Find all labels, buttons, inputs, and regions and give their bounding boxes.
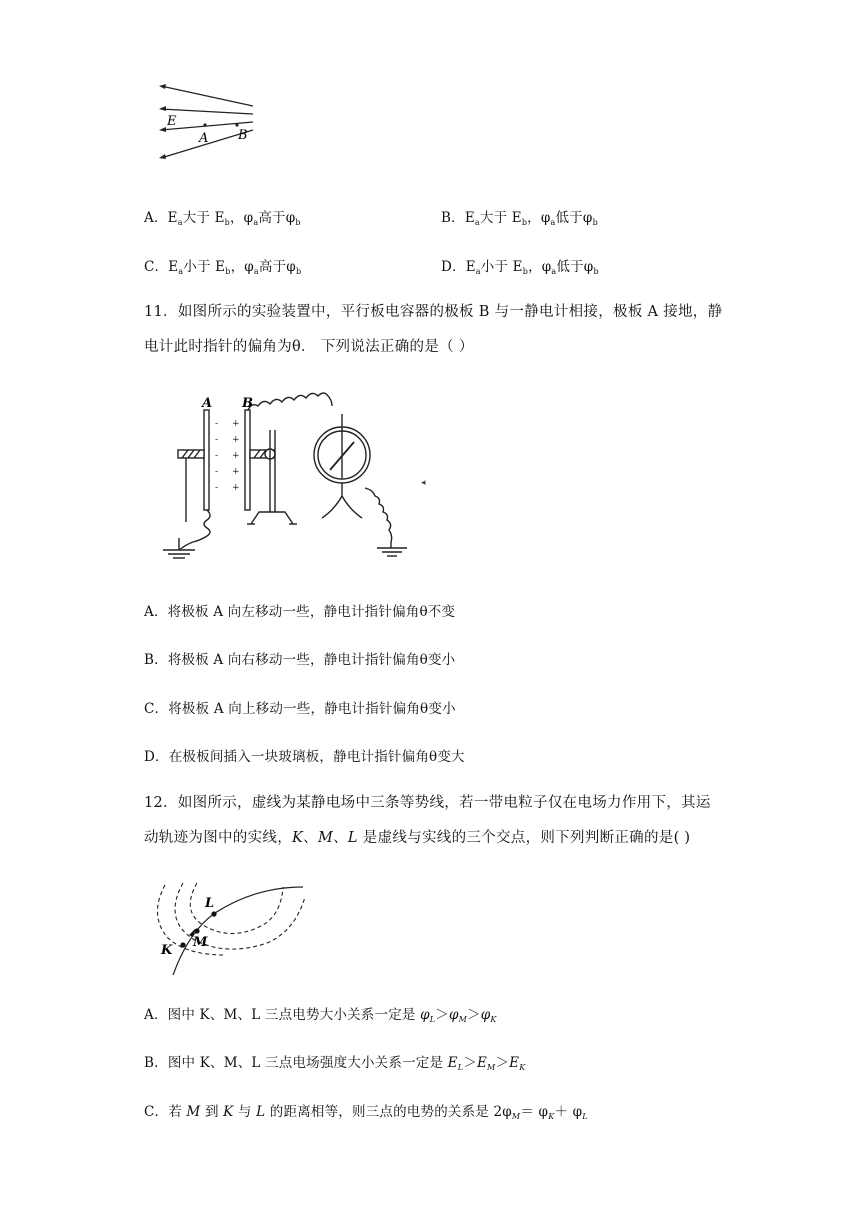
plate-a xyxy=(204,410,209,510)
q12-option-c: C．若 M 到 K 与 L 的距离相等，则三点的电势的关系是 $2\varphi_M= \varphi_K+ \varphi_L$ xyxy=(144,1104,588,1121)
point-a xyxy=(203,123,206,126)
label-plate-a: A xyxy=(202,396,213,411)
label-m: M xyxy=(193,935,208,950)
label-k: K xyxy=(161,943,173,958)
label-a: A xyxy=(199,131,209,146)
field-lines-figure xyxy=(155,78,265,168)
q11-stem xyxy=(144,295,724,365)
q12-stem-line-2: 动轨迹为图中的实线，K、M、L 是虚线与实线的三个交点，则下列判断正确的是( ) xyxy=(144,830,691,846)
label-e: E xyxy=(167,114,177,129)
plate-b xyxy=(245,410,250,510)
svg-text:+: + xyxy=(232,467,240,477)
svg-text:+: + xyxy=(232,451,240,461)
point-k xyxy=(180,942,185,947)
capacitor-electrometer-figure xyxy=(155,392,435,562)
q10-option-a: A．$E_a$大于 $E_b$，$\varphi_a$高于$\varphi_b$ xyxy=(144,210,301,227)
svg-text:◂: ◂ xyxy=(421,478,426,488)
q11-stem-line-2: 电计此时指针的偏角为θ． 下列说法正确的是（ ） xyxy=(144,339,474,355)
q11-option-a: A．将极板 A 向左移动一些，静电计指针偏角θ不变 xyxy=(144,604,456,620)
q11-option-b: B．将极板 A 向右移动一些，静电计指针偏角θ变小 xyxy=(144,652,456,668)
label-b: B xyxy=(238,128,248,143)
plate-charges xyxy=(215,419,240,493)
svg-text:+: + xyxy=(232,419,240,429)
label-l: L xyxy=(205,896,215,911)
q11-option-c: C．将极板 A 向上移动一些，静电计指针偏角θ变小 xyxy=(144,701,456,717)
point-m xyxy=(194,928,199,933)
svg-text:+: + xyxy=(232,483,240,493)
q12-stem xyxy=(144,786,724,856)
equipotential-figure xyxy=(145,875,310,980)
q11-option-d: D．在极板间插入一块玻璃板，静电计指针偏角θ变大 xyxy=(144,749,465,765)
svg-text:-: - xyxy=(215,435,219,445)
field-line-1 xyxy=(161,86,253,106)
q10-option-c: C．$E_a$小于 $E_b$，$\varphi_a$高于$\varphi_b$ xyxy=(144,259,302,276)
q12-option-b: B．图中 K、M、L 三点电场强度大小关系一定是 $E_L>E_M>E_K$ xyxy=(144,1055,526,1072)
svg-text:-: - xyxy=(215,451,219,461)
q12-option-a: A．图中 K、M、L 三点电势大小关系一定是 $\varphi_L>\varphi_M>\varphi_K$ xyxy=(144,1007,497,1024)
q11-stem-line-1: 11．如图所示的实验装置中，平行板电容器的极板 B 与一静电计相接，极板 A 接地，静 xyxy=(144,304,723,320)
q10-option-d: D．$E_a$小于 $E_b$，$\varphi_a$低于$\varphi_b$ xyxy=(441,259,599,276)
label-plate-b: B xyxy=(242,396,253,411)
svg-text:+: + xyxy=(232,435,240,445)
svg-text:-: - xyxy=(215,419,219,429)
point-b xyxy=(235,123,238,126)
q12-stem-line-1: 12．如图所示，虚线为某静电场中三条等势线，若一带电粒子仅在电场力作用下，其运 xyxy=(144,795,711,811)
svg-text:-: - xyxy=(215,483,219,493)
point-l xyxy=(211,911,216,916)
q10-option-b: B．$E_a$大于 $E_b$，$\varphi_a$低于$\varphi_b$ xyxy=(441,210,598,227)
trajectory-line xyxy=(173,887,303,975)
svg-text:-: - xyxy=(215,467,219,477)
